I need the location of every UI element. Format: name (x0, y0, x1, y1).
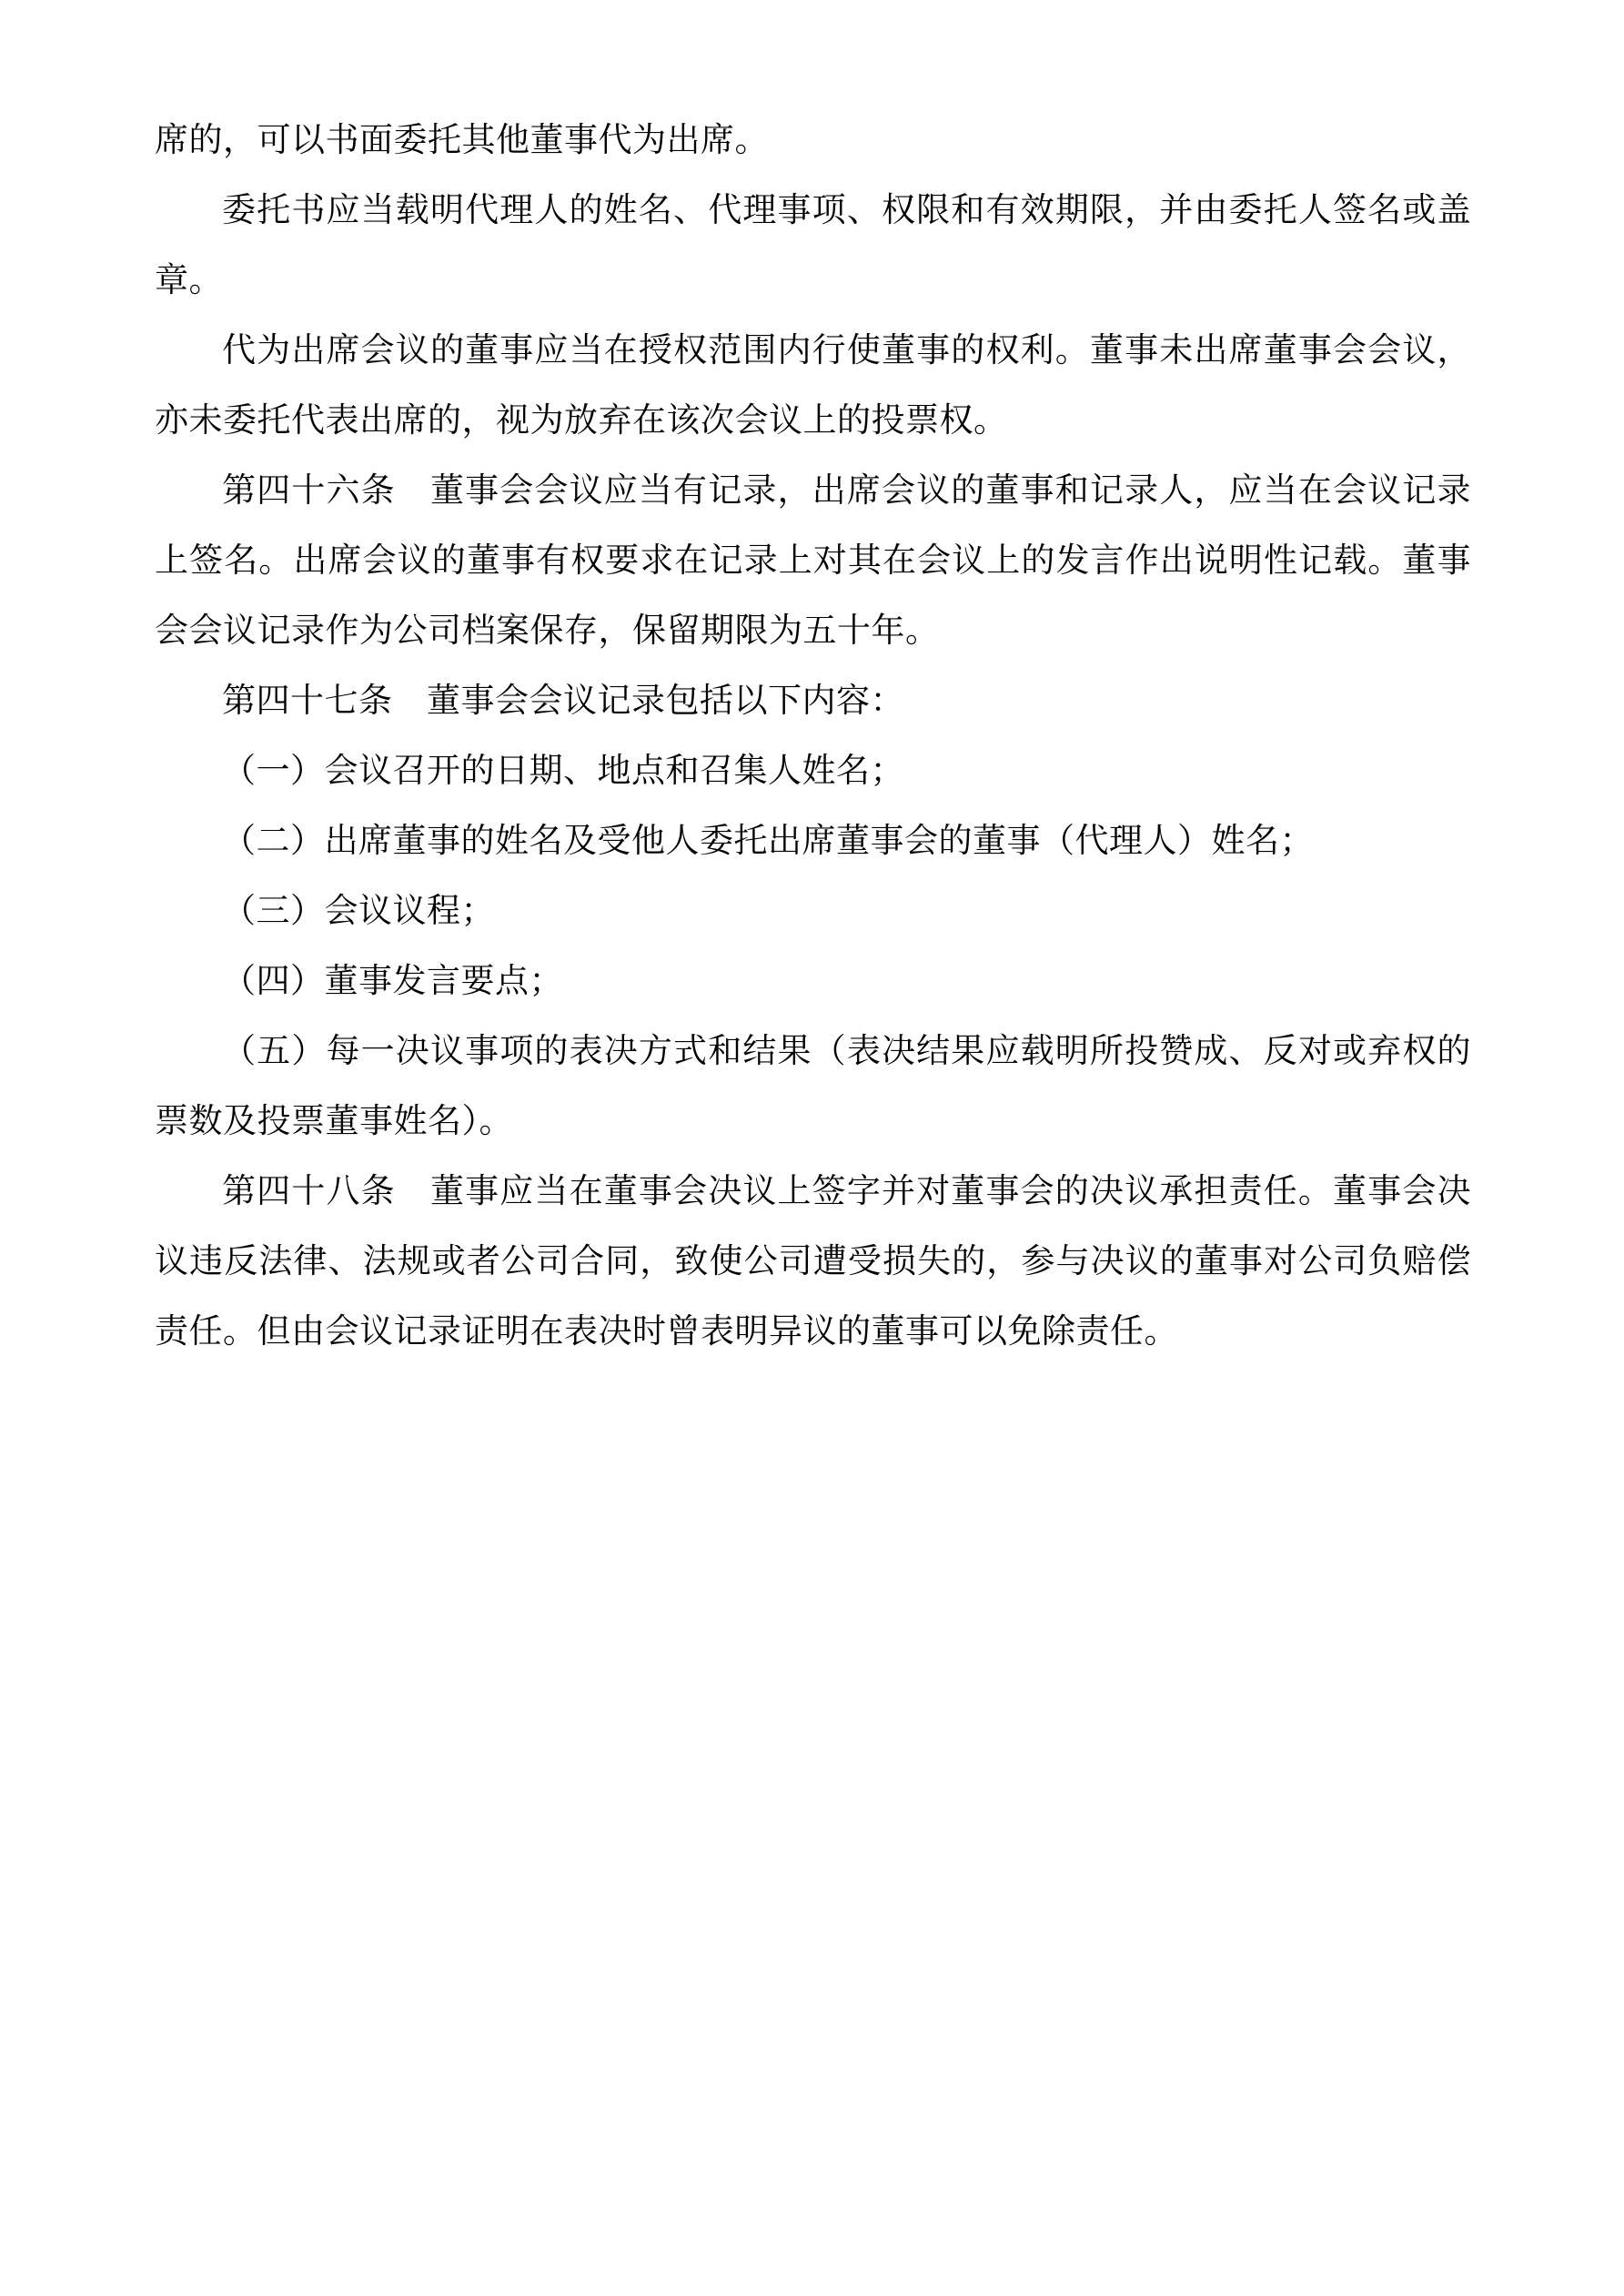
paragraph: （五）每一决议事项的表决方式和结果（表决结果应载明所投赞成、反对或弃权的票数及投票董事姓名）。 (155, 1033, 1471, 1140)
paragraph: 代为出席会议的董事应当在授权范围内行使董事的权利。董事未出席董事会会议，亦未委托代表出席的，视为放弃在该次会议上的投票权。 (155, 332, 1471, 440)
paragraph: （三）会议议程； (222, 893, 495, 930)
document-body (155, 106, 1471, 1367)
paragraph: （四）董事发言要点； (222, 963, 563, 1000)
paragraph: 第四十六条 董事会会议应当有记录，出席会议的董事和记录人，应当在会议记录上签名。出席会议的董事有权要求在记录上对其在会议上的发言作出说明性记载。董事会会议记录作为公司档案保存，保留期限为五十年。 (155, 472, 1471, 650)
paragraph: 第四十七条 董事会会议记录包括以下内容： (222, 683, 904, 720)
paragraph: 委托书应当载明代理人的姓名、代理事项、权限和有效期限，并由委托人签名或盖章。 (155, 192, 1471, 299)
paragraph: 第四十八条 董事应当在董事会决议上签字并对董事会的决议承担责任。董事会决议违反法律、法规或者公司合同，致使公司遭受损失的，参与决议的董事对公司负赔偿责任。但由会议记录证明在表决时曾表明异议的董事可以免除责任。 (155, 1173, 1471, 1350)
paragraph: （一）会议召开的日期、地点和召集人姓名； (222, 753, 904, 790)
paragraph: （二）出席董事的姓名及受他人委托出席董事会的董事（代理人）姓名； (222, 823, 1314, 860)
paragraph: 席的，可以书面委托其他董事代为出席。 (155, 122, 769, 159)
